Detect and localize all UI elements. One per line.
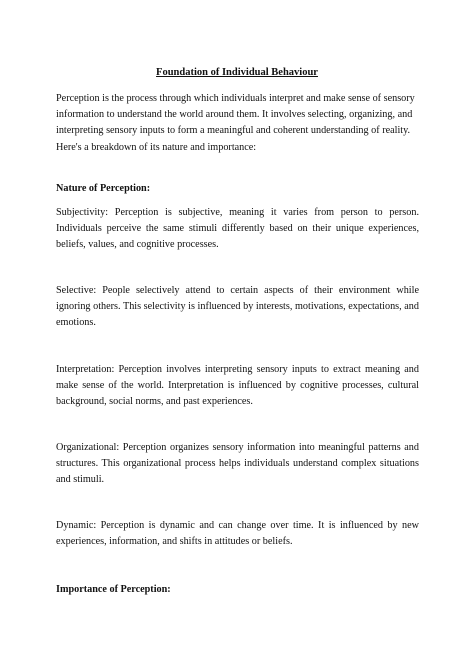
paragraph-subjectivity: Subjectivity: Perception is subjective, meaning it varies from person to person. Individuals perceive the same stimuli differently based on their unique experiences, beliefs, values, and cognitive processes.: [56, 207, 419, 251]
paragraph-selective: Selective: People selectively attend to certain aspects of their environment while ignoring others. This selectivity is influenced by interests, motivations, expectations, and emotions.: [56, 285, 419, 329]
intro-paragraph: Perception is the process through which individuals interpret and make sense of sensory information to understand the world around them. It involves selecting, organizing, and interpreting sensory inputs to form a meaningful and coherent understanding of reality. Here's a breakdown of its nature and importance:: [56, 93, 415, 153]
paragraph-organizational: Organizational: Perception organizes sensory information into meaningful patterns and structures. This organizational process helps individuals understand complex situations and stimuli.: [56, 442, 419, 486]
section-heading-nature: Nature of Perception:: [56, 183, 151, 194]
document-title: Foundation of Individual Behaviour: [156, 67, 318, 78]
section-heading-importance: Importance of Perception:: [56, 584, 171, 595]
paragraph-interpretation: Interpretation: Perception involves interpreting sensory inputs to extract meaning and make sense of the world. Interpretation is influenced by cognitive processes, cultural background, social norms, and past experiences.: [56, 364, 419, 408]
paragraph-dynamic: Dynamic: Perception is dynamic and can change over time. It is influenced by new experiences, information, and shifts in attitudes or beliefs.: [56, 520, 419, 548]
